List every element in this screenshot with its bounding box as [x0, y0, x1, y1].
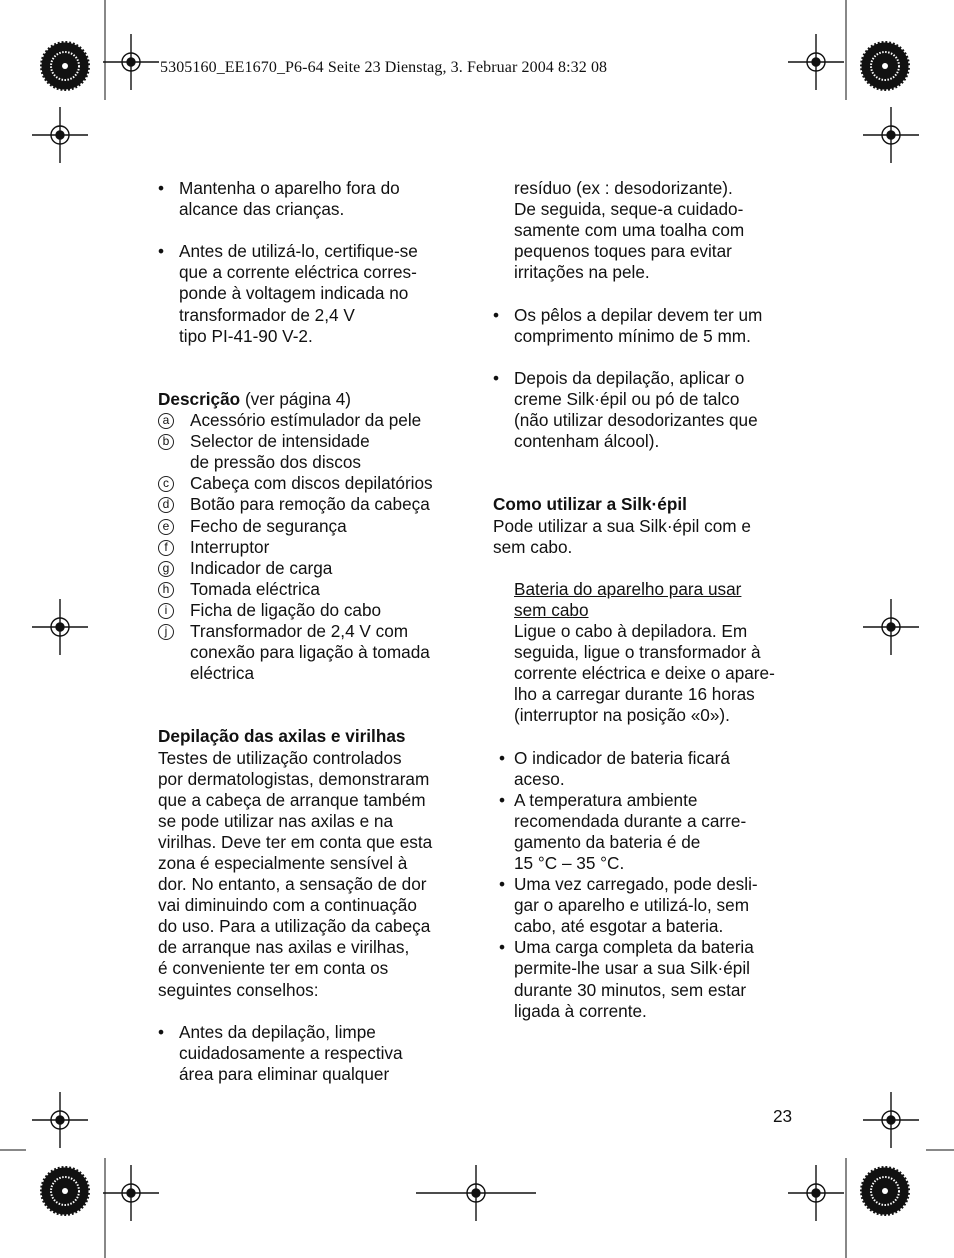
letter-badge: j	[158, 624, 174, 640]
letter-badge: g	[158, 561, 174, 577]
paragraph: Pode utilizar a sua Silk·épil com e sem cabo.	[493, 515, 751, 557]
bullet-icon: •	[158, 1021, 165, 1042]
list-item: h Tomada eléctrica	[158, 579, 464, 600]
bullet-icon: •	[499, 874, 506, 895]
list-item: i Ficha de ligação do cabo	[158, 600, 464, 621]
bullet-icon: •	[499, 747, 506, 768]
letter-badge: a	[158, 413, 174, 429]
bullet-icon: •	[499, 937, 506, 958]
list-item: a Acessório estímulador da pele	[158, 410, 464, 431]
list-item: • O indicador de bateria ficará aceso.	[499, 747, 730, 789]
page-number: 23	[773, 1106, 793, 1126]
paragraph: resíduo (ex : desodorizante). De seguida, seque-a cuidado- samente com uma toalha com pequenos toques para evitar irritações na pele.	[514, 178, 745, 283]
list-item: g Indicador de carga	[158, 558, 464, 579]
right-column	[493, 178, 803, 1022]
section-heading-usage: Como utilizar a Silk·épil	[493, 494, 687, 515]
section-heading-depilation: Depilação das axilas e virilhas	[158, 726, 406, 747]
list-item: • Depois da depilação, aplicar o creme Silk·épil ou pó de talco (não utilizar desodorizantes que contenham álcool).	[493, 367, 758, 452]
list-item: b Selector de intensidade de pressão dos discos	[158, 431, 464, 473]
letter-badge: c	[158, 476, 174, 492]
letter-badge: f	[158, 540, 174, 556]
list-item: c Cabeça com discos depilatórios	[158, 473, 464, 494]
list-item: f Interruptor	[158, 537, 464, 558]
letter-badge: h	[158, 582, 174, 598]
bullet-icon: •	[158, 241, 165, 262]
list-item: • Mantenha o aparelho fora do alcance das crianças.	[158, 178, 400, 220]
list-item: • A temperatura ambiente recomendada durante a carre- gamento da bateria é de 15 °C – 35 °C.	[499, 789, 747, 873]
left-column	[158, 178, 464, 1085]
paragraph: Testes de utilização controlados por dermatologistas, demonstraram que a cabeça de arranque também se pode utilizar nas axilas e na virilhas. Deve ter em conta que esta zona é especialmente sensível à dor. No entanto, a sensação de dor vai diminuindo com a continuação do uso. Para a utilização da cabeça de arranque nas axilas e virilhas, é conveniente ter em conta os seguintes conselhos:	[158, 747, 433, 1000]
list-item: • Os pêlos a depilar devem ter um comprimento mínimo de 5 mm.	[493, 304, 763, 346]
list-item: • Uma carga completa da bateria permite-lhe usar a sua Silk·épil durante 30 minutos, sem estar ligada à corrente.	[499, 937, 754, 1021]
list-item: j Transformador de 2,4 V com conexão para ligação à tomada eléctrica	[158, 621, 464, 684]
letter-badge: b	[158, 434, 174, 450]
section-heading-description: Descrição (ver página 4)	[158, 388, 351, 409]
list-item: • Antes de utilizá-lo, certifique-se que a corrente eléctrica corres- ponde à voltagem indicada no transformador de 2,4 V tipo PI-41-90 V-2.	[158, 241, 418, 346]
letter-badge: i	[158, 603, 174, 619]
paragraph: Ligue o cabo à depiladora. Em seguida, ligue o transformador à corrente eléctrica e deixe o apare- lho a carregar durante 16 horas (interruptor na posição «0»).	[514, 620, 775, 726]
list-item: • Antes da depilação, limpe cuidadosamente a respectiva área para eliminar qualquer	[158, 1021, 403, 1084]
bullet-icon: •	[493, 304, 500, 325]
letter-badge: e	[158, 519, 174, 535]
letter-badge: d	[158, 497, 174, 513]
bullet-icon: •	[499, 789, 506, 810]
battery-subheading: Bateria do aparelho para usar sem cabo	[514, 578, 742, 620]
list-item: • Uma vez carregado, pode desli- gar o aparelho e utilizá-lo, sem cabo, até esgotar a bateria.	[499, 874, 758, 937]
print-header: 5305160_EE1670_P6-64 Seite 23 Dienstag, 3. Februar 2004 8:32 08	[160, 59, 608, 76]
list-item: d Botão para remoção da cabeça	[158, 494, 464, 515]
bullet-icon: •	[493, 367, 500, 388]
bullet-icon: •	[158, 178, 165, 198]
list-item: e Fecho de segurança	[158, 516, 464, 537]
